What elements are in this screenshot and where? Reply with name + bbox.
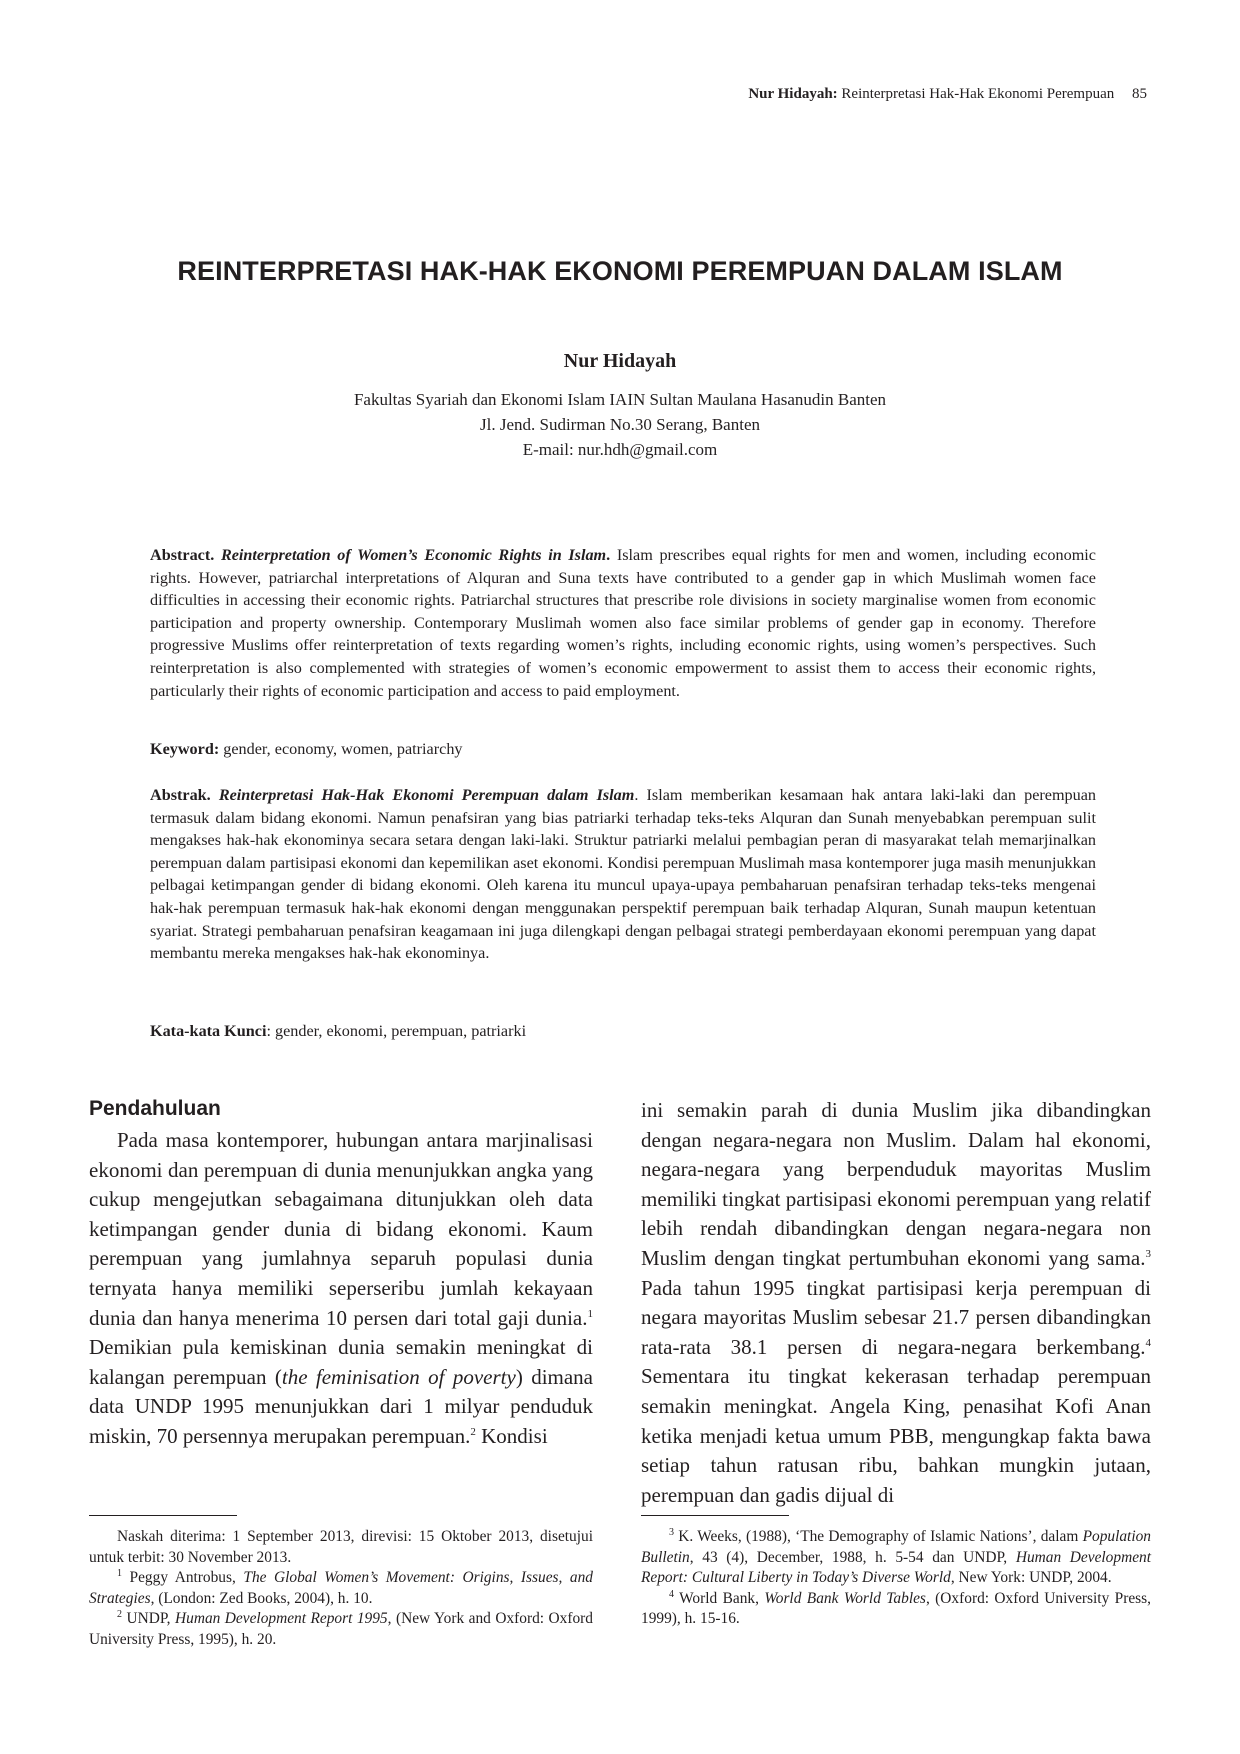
affiliation-address: Jl. Jend. Sudirman No.30 Serang, Banten [480,415,760,434]
abstrak-title: Reinterpretasi Hak-Hak Ekonomi Perempuan dalam Islam [218,786,635,804]
footnote-divider [89,1515,237,1516]
running-head-author: Nur Hidayah: [748,86,838,102]
keywords-label: Keyword: [150,740,220,758]
footnote-text-italic: Population Bulletin [641,1528,1151,1566]
keywords-indonesian [150,1020,1096,1043]
footnotes-left [89,1527,593,1651]
abstrak-title-period: . [634,786,639,804]
footnote-text: K. Weeks, (1988), ‘The Demography of Islamic Nations’, dalam [674,1528,1083,1545]
body-text: Pada masa kontemporer, hubungan antara marjinalisasi ekonomi dan perempuan di dunia menunjukkan angka yang cukup mengejutkan sebagaimana ditunjukkan oleh data ketimpangan gender dunia di bidang ekonomi. Kaum perempuan yang jumlahnya separuh populasi dunia ternyata hanya memiliki seperseribu jumlah kekayaan dunia dan hanya menerima 10 persen dari total gaji dunia. [89,1128,593,1330]
abstract-title-period: . [606,546,611,564]
footnote-text: , (Oxford: Oxford University Press, 1999), h. 15-16. [641,1589,1152,1628]
footnote-4 [641,1589,1151,1630]
page-number: 85 [1132,86,1147,102]
abstract-text: Islam prescribes equal rights for men and women, including economic rights. However, patriarchal interpretations of Alquran and Suna texts have contributed to a gender gap in which Muslimah women face difficulties in accessing their economic rights. Patriarchal structures that prescribe role divisions in society marginalise women from economic participation and property ownership. Contemporary Muslimah women also face similar problems of gender gap in economy. Therefore progressive Muslims offer reinterpretation of texts regarding women’s rights, including economic rights, using women’s perspectives. Such reinterpretation is also complemented with strategies of women’s economic empowerment to assist them to access their economic rights, particularly their rights of economic participation and access to paid employment. [150,546,1096,700]
footnote-1 [89,1568,593,1609]
author-affiliation [0,387,1240,462]
affiliation-institution: Fakultas Syariah dan Ekonomi Islam IAIN Sultan Maulana Hasanudin Banten [353,390,887,409]
footnote-text: Peggy Antrobus, [122,1569,244,1587]
abstrak-text: Islam memberikan kesamaan hak antara laki-laki dan perempuan termasuk dalam bidang ekonomi. Namun penafsiran yang bias patriarki terhadap teks-teks Alquran dan Sunah menyebabkan perempuan sulit mengakses hak-hak ekonominya secara setara dengan laki-laki. Struktur patriarki melalui pembagian peran di masyarakat telah memarjinalkan perempuan dalam partisipasi ekonomi dan kepemilikan aset ekonomi. Kondisi perempuan Muslimah masa kontemporer juga masih menunjukkan pelbagai ketimpangan gender di bidang ekonomi. Oleh karena itu muncul upaya-upaya pembaharuan penafsiran terhadap teks-teks mengenai hak-hak perempuan termasuk hak-hak ekonomi dengan menggunakan perspektif perempuan baik terhadap Alquran, Sunah maupun ketentuan syariat. Strategi pembaharuan penafsiran keagamaan ini juga dilengkapi dengan pelbagai strategi pemberdayaan ekonomi perempuan yang dapat membantu mereka mengakses hak-hak ekonominya. [150,786,1097,963]
footnote-divider [641,1515,789,1516]
affiliation-email: E-mail: nur.hdh@gmail.com [522,440,718,459]
footnote-number: 1 [117,1568,122,1580]
footnote-text: , (New York and Oxford: Oxford University Press, 1995), h. 20. [89,1610,593,1648]
keywords-text: gender, economy, women, patriarchy [223,740,463,758]
footnote-ref: 2 [470,1425,476,1438]
running-head [748,86,1147,103]
footnote-text: UNDP, [122,1610,176,1628]
body-paragraph-continued [641,1096,1151,1510]
abstract-title: Reinterpretation of Women’s Economic Rights in Islam [220,546,607,564]
running-head-title: Reinterpretasi Hak-Hak Ekonomi Perempuan [841,86,1115,102]
abstract-indonesian [150,784,1096,965]
footnote-ref: 4 [1145,1336,1151,1349]
footnote-received: Naskah diterima: 1 September 2013, direvisi: 15 Oktober 2013, disetujui untuk terbit: 30 November 2013. [89,1528,593,1566]
article-title: REINTERPRETASI HAK-HAK EKONOMI PEREMPUAN DALAM ISLAM [177,256,1063,286]
body-text: ini semakin parah di dunia Muslim jika dibandingkan dengan negara-negara non Muslim. Dalam hal ekonomi, negara-negara yang berpenduduk mayoritas Muslim memiliki tingkat partisipasi ekonomi perempuan yang relatif lebih rendah dibandingkan dengan negara-negara non Muslim dengan tingkat pertumbuhan ekonomi yang sama. [641,1098,1151,1270]
footnote-text-italic: Human Development Report: Cultural Liberty in Today’s Diverse World [641,1548,1151,1587]
body-column-right [641,1096,1151,1510]
abstract-english [150,544,1096,702]
footnote-text: , New York: UNDP, 2004. [950,1569,1112,1587]
body-text: Sementara itu tingkat kekerasan terhadap perempuan semakin meningkat. Angela King, penasihat Kofi Anan ketika menjadi ketua umum PBB, mengungkap fakta bawa setiap tahun ratusan ribu, bahkan mungkin jutaan, perempuan dan gadis dijual di [641,1364,1151,1507]
body-column-left [89,1096,593,1452]
footnote-text: , (London: Zed Books, 2004), h. 10. [150,1589,373,1607]
footnote-text-italic: The Global Women’s Movement: Origins, Issues, and Strategies [89,1569,593,1607]
kata-kunci-text: : gender, ekonomi, perempuan, patriarki [266,1022,527,1040]
footnote-ref: 3 [1145,1247,1151,1260]
body-text-italic: the feminisation of poverty [281,1364,516,1389]
body-paragraph [89,1126,593,1452]
footnote-3 [641,1527,1151,1589]
footnote-ref: 1 [587,1307,593,1320]
body-text: Kondisi [475,1423,548,1448]
footnote-number: 2 [117,1609,122,1621]
abstrak-label: Abstrak. [150,786,211,804]
body-text: Demikian pula kemiskinan dunia semakin meningkat di kalangan perempuan ( [89,1335,593,1389]
section-heading: Pendahuluan [89,1097,221,1120]
body-text: ) dimana data UNDP 1995 menunjukkan dari 1 milyar penduduk miskin, 70 persennya merupakan perempuan. [89,1364,593,1448]
abstract-label: Abstract. [150,546,215,564]
footnote-number: 4 [669,1588,674,1600]
footnotes-right [641,1527,1151,1630]
footnote-2 [89,1609,593,1650]
footnote-text-italic: Human Development Report 1995 [175,1610,388,1628]
keywords-english [150,738,1096,761]
author-name: Nur Hidayah [563,350,677,372]
footnote-text: World Bank, [674,1589,765,1607]
footnote-text-italic: World Bank World Tables [764,1589,926,1607]
footnote-text: , 43 (4), December, 1988, h. 5-54 dan UNDP, [689,1548,1016,1566]
footnote-number: 3 [669,1527,674,1538]
kata-kunci-label: Kata-kata Kunci [150,1022,267,1040]
body-text: Pada tahun 1995 tingkat partisipasi kerja perempuan di negara mayoritas Muslim sebesar 21.7 persen dibandingkan rata-rata 38.1 persen di negara-negara berkembang. [641,1275,1151,1359]
